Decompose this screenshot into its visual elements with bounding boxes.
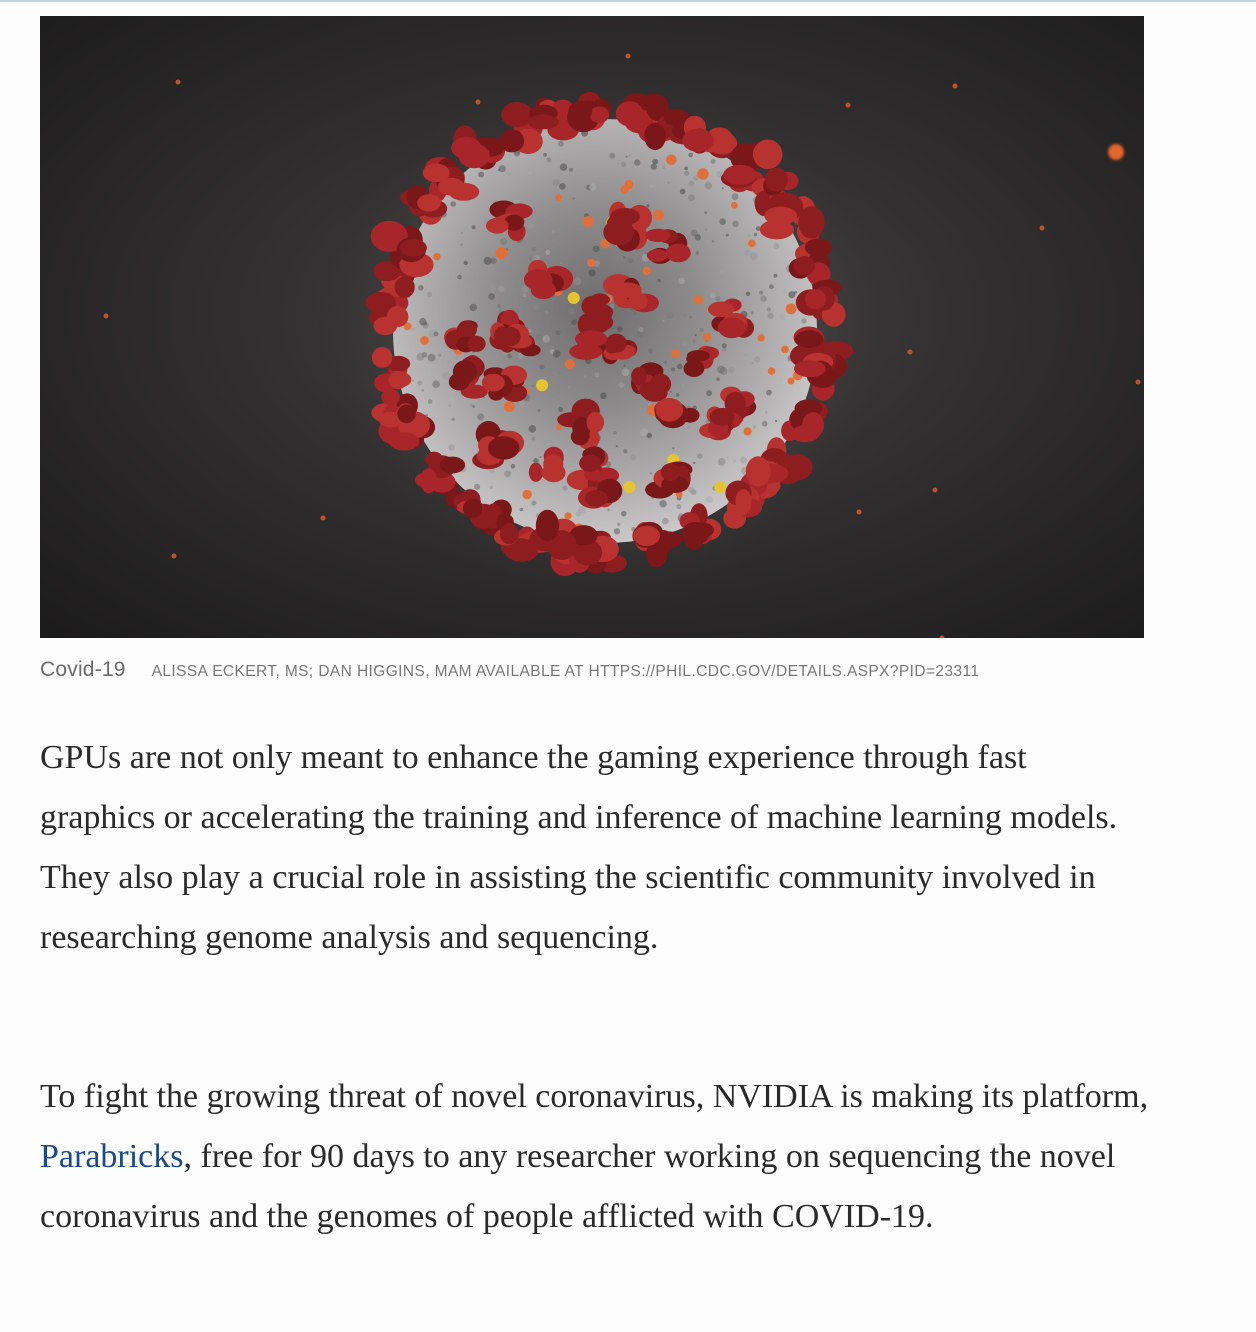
caption-credit: ALISSA ECKERT, MS; DAN HIGGINS, MAM AVAILABLE AT HTTPS://PHIL.CDC.GOV/DETAILS.ASPX?PID=23311 (151, 663, 980, 680)
article-paragraph-1: GPUs are not only meant to enhance the gaming experience through fast graphics or accelerating the training and inference of machine learning models. They also play a crucial role in assisting the scientific community involved in researching genome analysis and sequencing. (40, 739, 1118, 956)
paragraph-2-text-start: To fight the growing threat of novel coronavirus, NVIDIA is making its platform, (40, 1078, 1149, 1115)
article-paragraph-2 (40, 1067, 1150, 1247)
paragraph-2-text-end: , free for 90 days to any researcher working on sequencing the novel coronavirus and the genomes of people afflicted with COVID-19. (40, 1138, 1116, 1235)
article-hero-image (40, 16, 1144, 638)
image-caption (40, 658, 1200, 682)
caption-title: Covid-19 (40, 658, 126, 681)
top-divider (0, 0, 1256, 2)
parabricks-link[interactable]: Parabricks (40, 1138, 184, 1175)
coronavirus-illustration-icon (40, 16, 1144, 638)
